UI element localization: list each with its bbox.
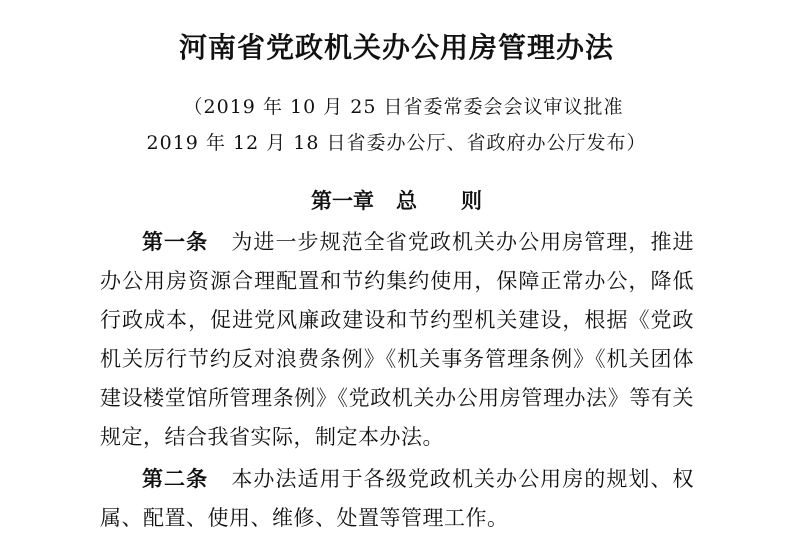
- approval-note-line-1: （2019 年 10 月 25 日省委常委会会议审议批准: [183, 96, 624, 118]
- article-1-text: 为进一步规范全省党政机关办公用房管理，推进办公用房资源合理配置和节约集约使用，保障正常办公，降低行政成本，促进党风廉政建设和节约型机关建设，根据《党政机关厉行节约反对浪费条例》《机关事务管理条例》《机关团体建设楼堂馆所管理条例》《党政机关办公用房管理办法》等有关规定，结合我省实际，制定本办法。: [100, 230, 695, 449]
- article-2-text: 本办法适用于各级党政机关办公用房的规划、权属、配置、使用、维修、处置等管理工作。: [100, 467, 695, 530]
- article-2: [100, 460, 694, 538]
- article-2-label: 第二条: [142, 467, 209, 491]
- article-1-label: 第一条: [142, 230, 209, 254]
- approval-note-line-2: 2019 年 12 月 18 日省委办公厅、省政府办公厅发布）: [146, 132, 647, 154]
- chapter-title-part-2: 则: [461, 189, 482, 213]
- article-1: [100, 223, 694, 457]
- document-title: 河南省党政机关办公用房管理办法: [178, 31, 614, 64]
- chapter-title-part-1: 总: [396, 189, 417, 213]
- chapter-heading: [0, 183, 793, 219]
- chapter-number: 第一章: [311, 189, 374, 213]
